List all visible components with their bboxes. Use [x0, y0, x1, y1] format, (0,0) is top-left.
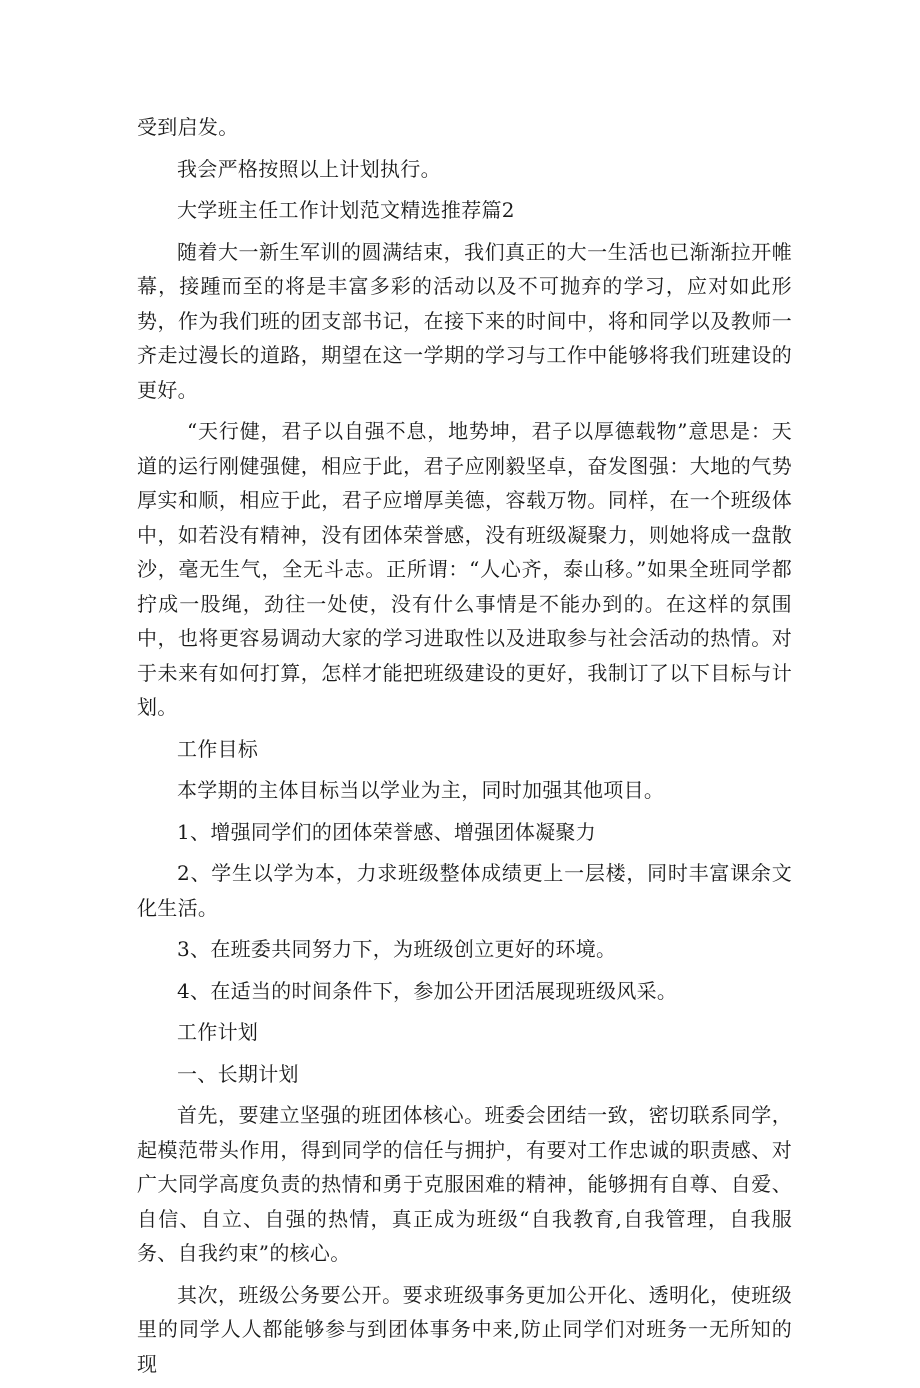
paragraph: 其次，班级公务要公开。要求班级事务更加公开化、透明化，使班级里的同学人人都能够参与到团体事务中来,防止同学们对班务一无所知的现	[137, 1282, 792, 1376]
list-item: 4、在适当的时间条件下，参加公开团活展现班级风采。	[177, 978, 678, 1003]
heading-work-plan: 工作计划	[177, 1020, 259, 1044]
heading-long-term-plan: 一、长期计划	[177, 1061, 299, 1086]
paragraph: 随着大一新生军训的圆满结束，我们真正的大一生活也已渐渐拉开帷幕，接踵而至的将是丰富多彩的活动以及不可抛弃的学习，应对如此形势，作为我们班的团支部书记，在接下来的时间中，将和同学以及教师一齐走过漫长的道路，期望在这一学期的学习与工作中能够将我们班建设的更好。	[137, 239, 792, 402]
document-body	[137, 110, 792, 1388]
section-title: 大学班主任工作计划范文精选推荐篇2	[177, 198, 515, 222]
paragraph: 本学期的主体目标当以学业为主，同时加强其他项目。	[177, 778, 665, 802]
heading-work-goals: 工作目标	[177, 736, 259, 761]
paragraph: 受到启发。	[137, 115, 239, 139]
paragraph: “天行健，君子以自强不息，地势坤，君子以厚德载物”意思是：天道的运行刚健强健，相应于此，君子应刚毅坚卓，奋发图强：大地的气势厚实和顺，相应于此，君子应增厚美德，容载万物。同样，在一个班级体中，如若没有精神，没有团体荣誉感，没有班级凝聚力，则她将成一盘散沙，毫无生气，全无斗志。正所谓：“人心齐，泰山移。”如果全班同学都拧成一股绳，劲往一处使，没有什么事情是不能办到的。在这样的氛围中，也将更容易调动大家的学习进取性以及进取参与社会活动的热情。对于未来有如何打算，怎样才能把班级建设的更好，我制订了以下目标与计划。	[137, 419, 792, 719]
list-item: 2、学生以学为本，力求班级整体成绩更上一层楼，同时丰富课余文化生活。	[137, 861, 792, 920]
paragraph: 我会严格按照以上计划执行。	[177, 156, 441, 181]
list-item: 1、增强同学们的团体荣誉感、增强团体凝聚力	[177, 819, 597, 844]
paragraph: 首先，要建立坚强的班团体核心。班委会团结一致，密切联系同学，起模范带头作用，得到同学的信任与拥护，有要对工作忠诚的职责感、对广大同学高度负责的热情和勇于克服困难的精神，能够拥有自尊、自爱、自信、自立、自强的热情，真正成为班级“自我教育,自我管理，自我服务、自我约束”的核心。	[137, 1103, 792, 1265]
list-item: 3、在班委共同努力下，为班级创立更好的环境。	[177, 937, 617, 961]
